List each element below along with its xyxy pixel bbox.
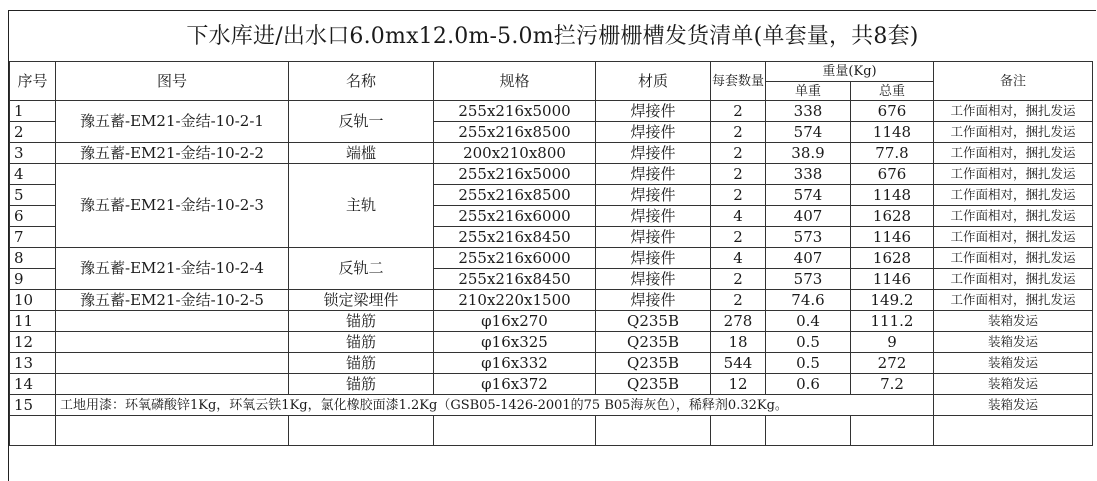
table-row: [10, 143, 1093, 164]
header-seq: 序号: [10, 62, 56, 101]
table-row: [10, 290, 1093, 311]
row-name: 端槛: [289, 143, 434, 164]
row-seq: 15: [10, 395, 56, 416]
row-drawing: 豫五蓄-EM21-金结-10-2-4: [56, 248, 289, 290]
shipping-list-table: [9, 61, 1093, 446]
row-spec: 255x216x8500: [434, 185, 596, 206]
table-row-empty: [10, 416, 1093, 446]
row-name: 锚筋: [289, 332, 434, 353]
row-unit-weight: 407: [766, 206, 851, 227]
row-drawing: 豫五蓄-EM21-金结-10-2-2: [56, 143, 289, 164]
table-row: [10, 311, 1093, 332]
row-note: 工作面相对，捆扎发运: [934, 164, 1093, 185]
row-drawing: [56, 353, 289, 374]
header-unit-weight: 单重: [766, 82, 851, 101]
row-spec: φ16x325: [434, 332, 596, 353]
row-drawing: 豫五蓄-EM21-金结-10-2-1: [56, 101, 289, 143]
empty-cell: [596, 416, 711, 446]
row-material: 焊接件: [596, 122, 711, 143]
row-material: 焊接件: [596, 290, 711, 311]
row-note: 工作面相对，捆扎发运: [934, 206, 1093, 227]
row-spec: 255x216x8450: [434, 269, 596, 290]
row-unit-weight: 0.6: [766, 374, 851, 395]
table-row: [10, 374, 1093, 395]
row-unit-weight: 574: [766, 185, 851, 206]
row-qty: 544: [711, 353, 766, 374]
row-unit-weight: 0.5: [766, 332, 851, 353]
empty-cell: [434, 416, 596, 446]
empty-cell: [851, 416, 934, 446]
row-name: 反轨二: [289, 248, 434, 290]
row-qty: 2: [711, 143, 766, 164]
row-seq: 1: [10, 101, 56, 122]
table-row: [10, 164, 1093, 185]
header-total-weight: 总重: [851, 82, 934, 101]
row-name: 锚筋: [289, 311, 434, 332]
row-material: 焊接件: [596, 206, 711, 227]
empty-cell: [934, 416, 1093, 446]
row-qty: 2: [711, 290, 766, 311]
row-material: 焊接件: [596, 164, 711, 185]
row-note: 工作面相对，捆扎发运: [934, 269, 1093, 290]
row-seq: 8: [10, 248, 56, 269]
row-note: 工作面相对，捆扎发运: [934, 143, 1093, 164]
row-note: 工作面相对，捆扎发运: [934, 185, 1093, 206]
row-total-weight: 1628: [851, 206, 934, 227]
row-total-weight: 149.2: [851, 290, 934, 311]
row-note: 装箱发运: [934, 353, 1093, 374]
row-note: 工作面相对，捆扎发运: [934, 248, 1093, 269]
row-name: 锁定梁埋件: [289, 290, 434, 311]
row-note: 装箱发运: [934, 332, 1093, 353]
row-spec: 255x216x5000: [434, 101, 596, 122]
row-seq: 2: [10, 122, 56, 143]
row-note: 工作面相对，捆扎发运: [934, 122, 1093, 143]
table-row: [10, 353, 1093, 374]
row-unit-weight: 573: [766, 227, 851, 248]
table-row: [10, 248, 1093, 269]
header-note: 备注: [934, 62, 1093, 101]
row-drawing: [56, 332, 289, 353]
row-drawing: [56, 374, 289, 395]
header-spec: 规格: [434, 62, 596, 101]
row-seq: 6: [10, 206, 56, 227]
row-note: 装箱发运: [934, 374, 1093, 395]
row-total-weight: 1628: [851, 248, 934, 269]
sheet-title: 下水库进/出水口6.0mx12.0m-5.0m拦污栅栅槽发货清单(单套量，共8套): [186, 24, 919, 49]
row-unit-weight: 338: [766, 164, 851, 185]
row-qty: 2: [711, 101, 766, 122]
table-row: [10, 101, 1093, 122]
row-material: 焊接件: [596, 101, 711, 122]
row-seq: 11: [10, 311, 56, 332]
row-seq: 14: [10, 374, 56, 395]
header-qty: 每套数量: [711, 62, 766, 101]
row-note: 装箱发运: [934, 311, 1093, 332]
row-material: Q235B: [596, 353, 711, 374]
row-total-weight: 7.2: [851, 374, 934, 395]
row-spec: φ16x372: [434, 374, 596, 395]
row-name: 锚筋: [289, 353, 434, 374]
row-total-weight: 77.8: [851, 143, 934, 164]
row-unit-weight: 574: [766, 122, 851, 143]
row-unit-weight: 573: [766, 269, 851, 290]
row-unit-weight: 407: [766, 248, 851, 269]
row-qty: 2: [711, 227, 766, 248]
row-unit-weight: 338: [766, 101, 851, 122]
row-unit-weight: 38.9: [766, 143, 851, 164]
row-total-weight: 1148: [851, 122, 934, 143]
row-material: 焊接件: [596, 143, 711, 164]
row-unit-weight: 0.4: [766, 311, 851, 332]
row-seq: 13: [10, 353, 56, 374]
row-qty: 2: [711, 269, 766, 290]
header-row-1: [10, 62, 1093, 82]
row-seq: 10: [10, 290, 56, 311]
row-material: 焊接件: [596, 269, 711, 290]
row-spec: φ16x270: [434, 311, 596, 332]
paint-materials-text: 工地用漆：环氧磷酸锌1Kg，环氧云铁1Kg，氯化橡胶面漆1.2Kg（GSB05-1426-2001的75 B05海灰色），稀释剂0.32Kg。: [56, 395, 934, 416]
empty-cell: [10, 416, 56, 446]
row-note: 工作面相对，捆扎发运: [934, 290, 1093, 311]
row-qty: 2: [711, 122, 766, 143]
row-name: 主轨: [289, 164, 434, 248]
empty-cell: [711, 416, 766, 446]
header-name: 名称: [289, 62, 434, 101]
row-seq: 3: [10, 143, 56, 164]
row-spec: 200x210x800: [434, 143, 596, 164]
row-seq: 4: [10, 164, 56, 185]
row-qty: 278: [711, 311, 766, 332]
shipping-list-sheet: [8, 10, 1096, 481]
row-material: 焊接件: [596, 227, 711, 248]
row-total-weight: 1146: [851, 269, 934, 290]
row-spec: 210x220x1500: [434, 290, 596, 311]
row-total-weight: 9: [851, 332, 934, 353]
row-spec: 255x216x6000: [434, 248, 596, 269]
row-spec: 255x216x8500: [434, 122, 596, 143]
row-qty: 4: [711, 206, 766, 227]
empty-cell: [56, 416, 289, 446]
row-total-weight: 111.2: [851, 311, 934, 332]
table-row-paint: [10, 395, 1093, 416]
empty-cell: [766, 416, 851, 446]
row-material: Q235B: [596, 332, 711, 353]
row-total-weight: 676: [851, 164, 934, 185]
row-spec: 255x216x6000: [434, 206, 596, 227]
row-total-weight: 1146: [851, 227, 934, 248]
row-material: 焊接件: [596, 185, 711, 206]
header-drawing: 图号: [56, 62, 289, 101]
row-total-weight: 676: [851, 101, 934, 122]
table-row: [10, 332, 1093, 353]
row-drawing: 豫五蓄-EM21-金结-10-2-5: [56, 290, 289, 311]
row-note: 工作面相对，捆扎发运: [934, 227, 1093, 248]
row-seq: 9: [10, 269, 56, 290]
row-spec: 255x216x8450: [434, 227, 596, 248]
row-name: 锚筋: [289, 374, 434, 395]
row-drawing: [56, 311, 289, 332]
row-unit-weight: 74.6: [766, 290, 851, 311]
row-note: 装箱发运: [934, 395, 1093, 416]
header-material: 材质: [596, 62, 711, 101]
row-drawing: 豫五蓄-EM21-金结-10-2-3: [56, 164, 289, 248]
row-seq: 5: [10, 185, 56, 206]
row-material: Q235B: [596, 311, 711, 332]
row-qty: 2: [711, 164, 766, 185]
row-spec: φ16x332: [434, 353, 596, 374]
row-total-weight: 1148: [851, 185, 934, 206]
row-qty: 2: [711, 185, 766, 206]
empty-cell: [289, 416, 434, 446]
row-total-weight: 272: [851, 353, 934, 374]
row-qty: 4: [711, 248, 766, 269]
row-qty: 12: [711, 374, 766, 395]
row-material: Q235B: [596, 374, 711, 395]
row-name: 反轨一: [289, 101, 434, 143]
row-unit-weight: 0.5: [766, 353, 851, 374]
row-seq: 12: [10, 332, 56, 353]
row-spec: 255x216x5000: [434, 164, 596, 185]
row-qty: 18: [711, 332, 766, 353]
header-weight: 重量(Kg): [766, 62, 934, 82]
row-material: 焊接件: [596, 248, 711, 269]
row-note: 工作面相对，捆扎发运: [934, 101, 1093, 122]
row-seq: 7: [10, 227, 56, 248]
